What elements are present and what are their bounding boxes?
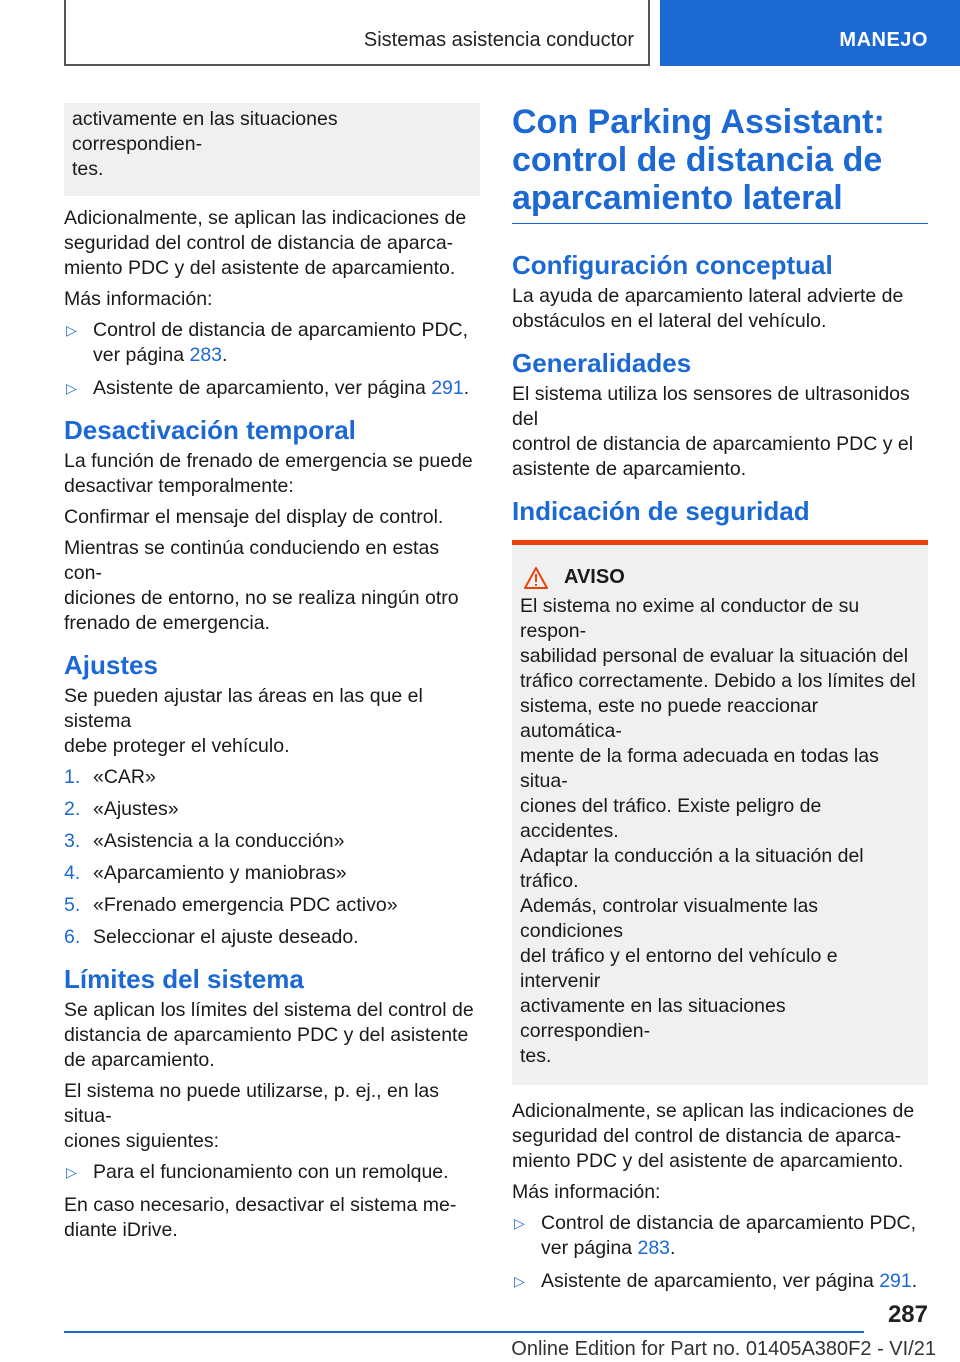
limits-list [64, 1160, 480, 1185]
triangle-bullet-icon: ▷ [66, 380, 77, 396]
warning-continuation-box [64, 103, 480, 196]
heading-general: Generalidades [512, 348, 692, 378]
more-info-label: Más información: [512, 1181, 661, 1203]
heading-safety-note: Indicación de seguridad [512, 496, 810, 526]
page-link-283[interactable]: 283 [637, 1237, 671, 1259]
heading-parking-assistant: Con Parking Assistant: control de distancia de aparcamiento lateral [512, 103, 928, 224]
limits-text-3: En caso necesario, desactivar el sistema me- diante iDrive. [64, 1194, 457, 1241]
list-item: 6. Seleccionar el ajuste deseado. [64, 926, 359, 948]
more-info-label: Más información: [64, 288, 213, 310]
temp-text-3: Mientras se continúa conduciendo en estas con- diciones de entorno, no se realiza ningún otro frenado de emergencia. [64, 537, 459, 634]
warning-triangle-icon [524, 567, 548, 589]
header-section-title: Sistemas asistencia conductor [363, 29, 634, 51]
left-column [64, 103, 480, 1249]
list-item: 1. «CAR» [64, 766, 156, 788]
right-column [512, 103, 928, 1302]
footer-edition: Online Edition for Part no. 01405A380F2 - VI/21 [511, 1338, 936, 1360]
warning-box [512, 540, 928, 1085]
page-link-283[interactable]: 283 [189, 344, 223, 366]
heading-settings: Ajustes [64, 650, 158, 680]
list-item: ▷ Asistente de aparcamiento, ver página 291. [514, 1270, 918, 1292]
more-info-list [64, 318, 480, 401]
more-info-list [512, 1211, 928, 1294]
list-item: ▷ Control de distancia de aparcamiento PDC, ver página 283. [66, 319, 469, 366]
triangle-bullet-icon: ▷ [66, 322, 77, 338]
page-number: 287 [887, 1301, 928, 1328]
warning-continuation-text: activamente en las situaciones correspondien- tes. [72, 108, 338, 180]
heading-system-limits: Límites del sistema [64, 964, 304, 994]
list-item: ▷ Asistente de aparcamiento, ver página 291. [66, 377, 470, 399]
settings-steps-list [64, 765, 480, 950]
header-chapter-title: MANEJO [839, 29, 928, 51]
triangle-bullet-icon: ▷ [514, 1215, 525, 1231]
heading-temporary-deactivation: Desactivación temporal [64, 415, 356, 445]
triangle-bullet-icon: ▷ [514, 1273, 525, 1289]
triangle-bullet-icon: ▷ [66, 1164, 77, 1180]
page-link-291[interactable]: 291 [879, 1270, 912, 1292]
list-item: 2. «Ajustes» [64, 798, 179, 820]
limits-text-2: El sistema no puede utilizarse, p. ej., en las situa- ciones siguientes: [64, 1080, 440, 1152]
limits-text-1: Se aplican los límites del sistema del control de distancia de aparcamiento PDC y del asistente de aparcamiento. [64, 999, 474, 1071]
temp-text-1: La función de frenado de emergencia se puede desactivar temporalmente: [64, 450, 473, 497]
list-item: ▷ Control de distancia de aparcamiento PDC, ver página 283. [514, 1212, 917, 1259]
heading-conceptual-configuration: Configuración conceptual [512, 250, 833, 280]
general-text: El sistema utiliza los sensores de ultrasonidos del control de distancia de aparcamiento PDC y el asistente de aparcamiento. [512, 383, 914, 480]
warning-title: AVISO [564, 566, 625, 588]
header-section-tab [64, 0, 650, 66]
list-item: ▷ Para el funcionamiento con un remolque. [66, 1161, 449, 1183]
additional-safety-text: Adicionalmente, se aplican las indicaciones de seguridad del control de distancia de aparca- miento PDC y del asistente de aparcamiento. [64, 207, 467, 279]
additional-safety-text: Adicionalmente, se aplican las indicaciones de seguridad del control de distancia de aparca- miento PDC y del asistente de aparcamiento. [512, 1100, 915, 1172]
header-chapter-tab [660, 0, 960, 66]
temp-text-2: Confirmar el mensaje del display de control. [64, 506, 444, 528]
warning-text: El sistema no exime al conductor de su respon- sabilidad personal de evaluar la situación del tráfico correctamente. Debido a los límites del sistema, este no puede reaccionar automática- mente de la forma adecuada en todas las situa- ciones del tráfico. Existe peligro de accidentes. Adaptar la conducción a la situación del tráfico. Además, controlar visualmente las condiciones del tráfico y el entorno del vehículo e intervenir activamente en las situaciones correspondien- tes. [520, 595, 916, 1067]
list-item: 5. «Frenado emergencia PDC activo» [64, 894, 398, 916]
conceptual-text: La ayuda de aparcamiento lateral advierte de obstáculos en el lateral del vehículo. [512, 285, 904, 332]
settings-text: Se pueden ajustar las áreas en las que el sistema debe proteger el vehículo. [64, 685, 423, 757]
list-item: 4. «Aparcamiento y maniobras» [64, 862, 347, 884]
page-link-291[interactable]: 291 [431, 377, 464, 399]
footer-divider [64, 1331, 864, 1333]
list-item: 3. «Asistencia a la conducción» [64, 830, 345, 852]
warning-header [520, 565, 920, 590]
